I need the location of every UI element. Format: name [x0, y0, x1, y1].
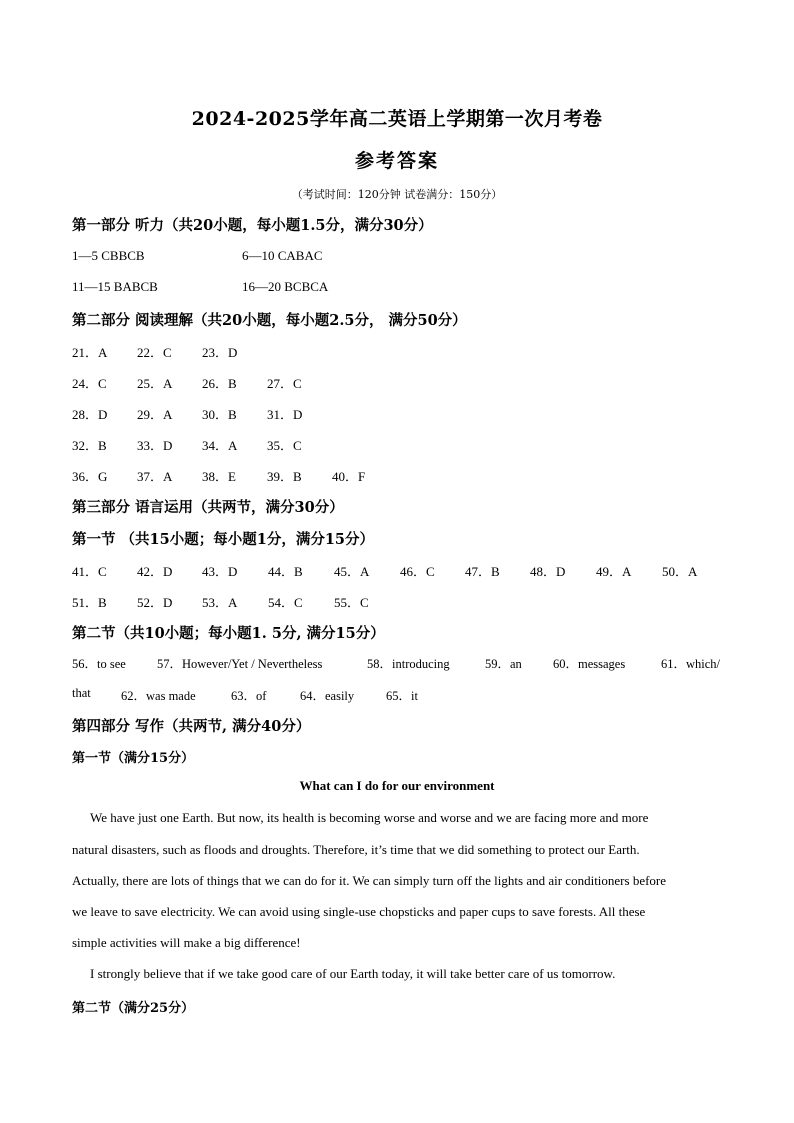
answer-item: 16—20 BCBCA	[242, 279, 329, 294]
answer-item: 31．D	[267, 407, 303, 422]
answer-item: 40．F	[332, 469, 366, 484]
answer-item: 21．A	[72, 345, 108, 360]
essay-line: We have just one Earth. But now, its health is becoming worse and worse and we are facing more and more	[90, 810, 649, 825]
answer-item: 6—10 CABAC	[242, 248, 323, 263]
answer-item: 52．D	[137, 595, 173, 610]
essay-line: I strongly believe that if we take good care of our Earth today, it will take better care of us tomorrow.	[90, 966, 616, 981]
answer-item: 48．D	[530, 564, 566, 579]
answer-item: 35．C	[267, 438, 302, 453]
answer-item: 63．of	[231, 689, 267, 703]
essay-line: we leave to save electricity. We can avoid using single-use chopsticks and paper cups to save forests. All these	[72, 904, 646, 919]
part4-section1-heading: 第一节（满分15分）	[72, 751, 195, 766]
answer-item: 57．However/Yet / Nevertheless	[157, 657, 323, 671]
essay-title: What can I do for our environment	[299, 778, 495, 793]
answer-item: 60．messages	[553, 657, 626, 671]
part2-heading: 第二部分 阅读理解（共20小题，每小题2.5分， 满分50分）	[72, 312, 467, 329]
essay-line: Actually, there are lots of things that we can do for it. We can simply turn off the lights and air conditioners before	[72, 873, 667, 888]
answer-item: 50．A	[662, 564, 698, 579]
answer-item: 37．A	[137, 469, 173, 484]
answer-item: 11—15 BABCB	[72, 279, 158, 294]
answer-item: that	[72, 686, 91, 700]
answer-item: 42．D	[137, 564, 173, 579]
essay-line: simple activities will make a big difference!	[72, 935, 301, 950]
answer-item: 24．C	[72, 376, 107, 391]
answer-item: 23．D	[202, 345, 238, 360]
answer-item: 58．introducing	[367, 657, 450, 671]
part3-section1-heading: 第一节 （共15小题；每小题1分，满分15分）	[72, 531, 374, 548]
answer-item: 22．C	[137, 345, 172, 360]
part1-heading: 第一部分 听力（共20小题，每小题1.5分，满分30分）	[72, 217, 433, 234]
answer-item: 51．B	[72, 595, 107, 610]
answer-item: 34．A	[202, 438, 238, 453]
part4-heading: 第四部分 写作（共两节, 满分40分）	[72, 718, 311, 735]
answer-item: 38．E	[202, 469, 236, 484]
answer-item: 27．C	[267, 376, 302, 391]
answer-item: 41．C	[72, 564, 107, 579]
answer-item: 46．C	[400, 564, 435, 579]
part4-section2-heading: 第二节（满分25分）	[72, 1001, 195, 1016]
exam-info: （考试时间：120分钟 试卷满分：150分）	[291, 188, 503, 201]
answer-item: 36．G	[72, 469, 108, 484]
part3-heading: 第三部分 语言运用（共两节，满分30分）	[72, 499, 344, 516]
answer-item: 59．an	[485, 657, 522, 671]
answer-item: 43．D	[202, 564, 238, 579]
answer-item: 55．C	[334, 595, 369, 610]
answer-item: 32．B	[72, 438, 107, 453]
answer-item: 33．D	[137, 438, 173, 453]
answer-item: 62．was made	[121, 689, 196, 703]
answer-item: 25．A	[137, 376, 173, 391]
answer-item: 30．B	[202, 407, 237, 422]
answer-item: 65．it	[386, 689, 418, 703]
answer-item: 47．B	[465, 564, 500, 579]
answer-item: 44．B	[268, 564, 303, 579]
answer-item: 29．A	[137, 407, 173, 422]
answer-item: 54．C	[268, 595, 303, 610]
answer-item: 26．B	[202, 376, 237, 391]
answer-item: 53．A	[202, 595, 238, 610]
answer-item: 39．B	[267, 469, 302, 484]
answer-item: 61．which/	[661, 657, 721, 671]
answer-item: 64．easily	[300, 689, 355, 703]
essay-line: natural disasters, such as floods and droughts. Therefore, it’s time that we did something to protect our Earth.	[72, 842, 640, 857]
page-subtitle: 参考答案	[354, 150, 439, 172]
answer-item: 28．D	[72, 407, 108, 422]
answer-item: 56．to see	[72, 657, 126, 671]
answer-item: 45．A	[334, 564, 370, 579]
page-title: 2024-2025学年高二英语上学期第一次月考卷	[191, 108, 603, 130]
part3-section2-heading: 第二节（共10小题；每小题1. 5分, 满分15分）	[72, 625, 385, 642]
answer-item: 1—5 CBBCB	[72, 248, 145, 263]
answer-item: 49．A	[596, 564, 632, 579]
